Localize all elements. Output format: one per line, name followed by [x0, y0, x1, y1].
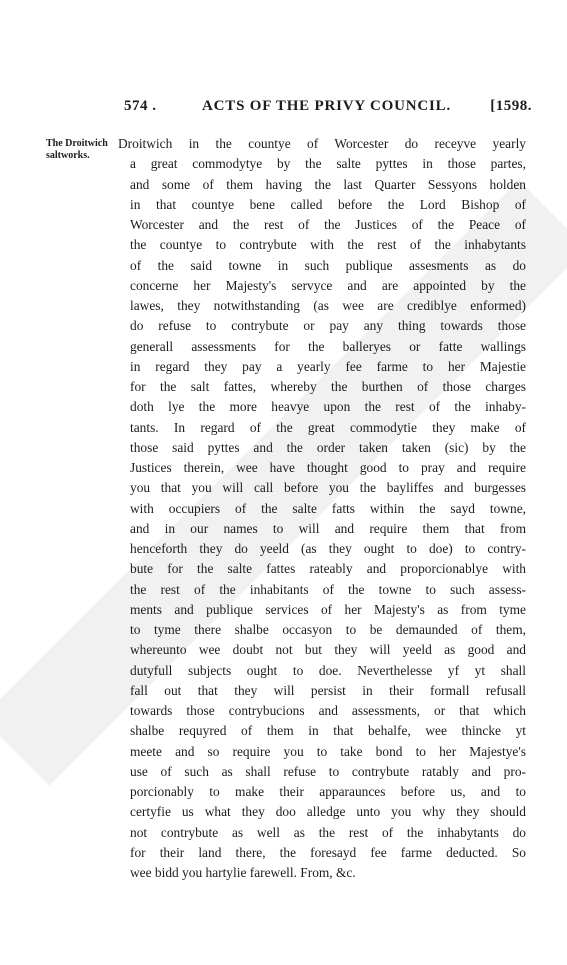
text-line: in regard they pay a yearly fee farme to her Majestie: [130, 358, 526, 374]
text-line: do refuse to contrybute or pay any thing towards those: [130, 318, 526, 334]
text-line: concerne her Majesty's servyce and are appointed by the: [130, 277, 526, 293]
text-line: those said pyttes and the order taken taken (sic) by the: [130, 439, 526, 455]
text-line: to tyme there shalbe occasyon to be demaunded of them,: [130, 622, 526, 637]
text-line: Worcester and the rest of the Justices of the Peace of: [130, 217, 526, 232]
text-line: shalbe requyred of them in that behalfe, wee thincke yt: [130, 723, 526, 739]
side-note-line: saltworks.: [46, 150, 90, 161]
text-line: henceforth they do yeeld (as they ought to doe) to contry-: [130, 541, 526, 556]
text-line: you that you will call before you the bayliffes and burgesses: [130, 480, 526, 496]
text-line: a great commodytye by the salte pyttes in those partes,: [130, 156, 526, 172]
text-line: meete and so require you to take bond to her Majestye's: [130, 743, 526, 759]
text-line: fall out that they will persist in their formall refusall: [130, 682, 526, 698]
text-line: generall assessments for the balleryes or fatte wallings: [130, 338, 526, 354]
running-header: [118, 98, 532, 122]
text-line: doth lye the more heavye upon the rest of the inhaby-: [130, 399, 526, 415]
page-year: [1598.: [490, 98, 532, 114]
text-line: in that countye bene called before the Lord Bishop of: [130, 196, 526, 212]
text-line: the rest of the inhabitants of the towne to such assess-: [130, 581, 526, 597]
page-number: 574 .: [124, 98, 157, 114]
text-line: towards those contrybucions and assessments, or that which: [130, 703, 526, 718]
text-line: bute for the salte fattes rateably and proporcionablye with: [130, 561, 526, 577]
text-line: ments and publique services of her Majesty's as from tyme: [130, 601, 526, 617]
text-line: porcionably to make their apparaunces before us, and to: [130, 784, 526, 799]
text-line: and some of them having the last Quarter Sessyons holden: [130, 176, 526, 192]
text-line: and in our names to will and require them that from: [130, 520, 526, 536]
text-line: Droitwich in the countye of Worcester do receyve yearly: [118, 136, 526, 151]
text-line: of the said towne in such publique assesments as do: [130, 257, 526, 273]
text-line: Justices therein, wee have thought good to pray and require: [130, 460, 526, 475]
text-line: for their land there, the foresayd fee farme deducted. So: [130, 844, 526, 860]
text-line: lawes, they notwithstanding (as wee are crediblye enformed): [130, 298, 526, 313]
text-line: the countye to contrybute with the rest of the inhabytants: [130, 237, 526, 253]
text-line: use of such as shall refuse to contrybute ratably and pro-: [130, 763, 526, 779]
text-line: certyfie us what they doo alledge unto you why they should: [130, 804, 526, 820]
text-line: not contrybute as well as the rest of the inhabytants do: [130, 824, 526, 840]
text-line: whereunto wee doubt not but they will yeeld as good and: [130, 642, 526, 658]
page-title: ACTS OF THE PRIVY COUNCIL.: [202, 98, 452, 114]
text-line: for the salt fattes, whereby the burthen of those charges: [130, 379, 526, 394]
side-note: [46, 138, 116, 162]
side-note-line: The Droitwich: [46, 138, 108, 149]
text-line: dutyfull subjects ought to doe. Neverthelesse yf yt shall: [130, 662, 526, 678]
body-text: [118, 134, 526, 883]
text-line: with occupiers of the salte fatts within the sayd towne,: [130, 500, 526, 516]
text-line: wee bidd you hartylie farewell. From, &c.: [130, 865, 356, 880]
text-line: tants. In regard of the great commodytie they make of: [130, 419, 526, 435]
